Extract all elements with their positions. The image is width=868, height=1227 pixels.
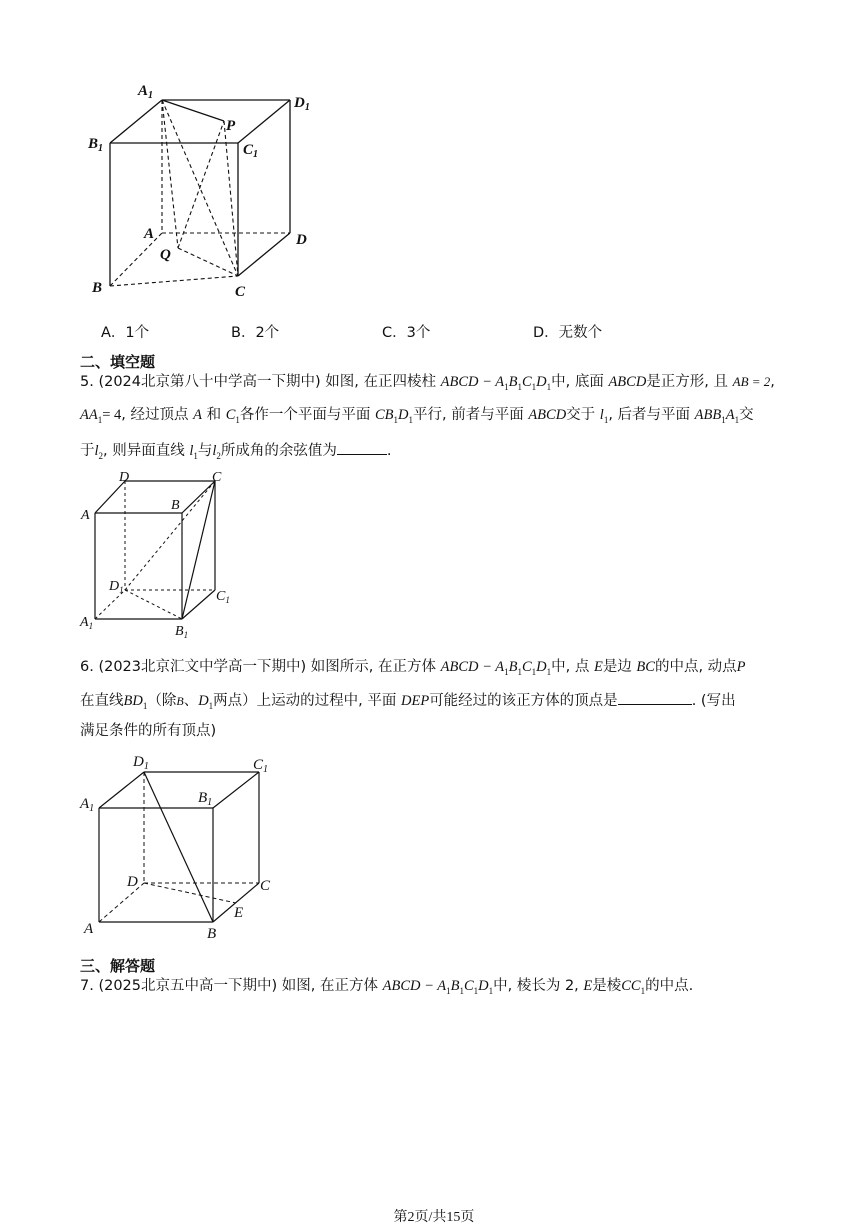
- label-C1: $C_1$: [216, 589, 230, 605]
- label-B1: $B_1$: [198, 790, 213, 808]
- label-B: B: [92, 280, 103, 296]
- label-E: E: [234, 905, 244, 921]
- figure-prism: [76, 468, 246, 643]
- q7-line-1: 7. (2025北京五中高一下期中) 如图, 在正方体 ABCD − $A_1B_1C_1D_1$中, 棱长为 2, E是棱$CC_1$的中点.: [80, 978, 694, 996]
- figure-cube-pq: [80, 78, 340, 303]
- page-footer: 第2页/共15页: [393, 1210, 475, 1225]
- answer-blank-q6[interactable]: [618, 690, 692, 705]
- section-title-fill-in: 二、填空题: [80, 353, 156, 371]
- label-D: D: [296, 232, 307, 248]
- q6-line-2: 在直线$BD_1$（除B、$D_1$两点）上运动的过程中, 平面 DEP可能经过的该正方体的顶点是 . (写出: [80, 690, 736, 716]
- option-b: B．2个: [231, 325, 280, 341]
- q5-line-3: 于$l_2$, 则异面直线 $l_1$与$l_2$所成角的余弦值为 .: [80, 440, 392, 466]
- label-B1: $B_1$: [175, 624, 189, 640]
- label-C1: $C_1$: [253, 757, 269, 775]
- label-B1: $B_1$: [88, 136, 104, 154]
- label-D: D: [127, 874, 138, 890]
- label-A: A: [81, 508, 90, 523]
- label-A: A: [144, 226, 155, 242]
- label-B: B: [207, 926, 217, 942]
- q5-line-2: $AA_1= 4$, 经过顶点 A 和 $C_1$各作一个平面与平面 $CB_1D_1$平行, 前者与平面 ABCD交于 $l_1$, 后者与平面 $ABB_1A_1$交: [80, 407, 754, 425]
- label-D1: $D_1$: [109, 579, 124, 595]
- q5-line-1: 5. (2024北京第八十中学高一下期中) 如图, 在正四棱柱 ABCD − $A_1B_1C_1D_1$中, 底面 ABCD是正方形, 且 AB = 2,: [80, 374, 775, 392]
- label-C1: $C_1$: [243, 142, 259, 160]
- label-A1: $A_1$: [80, 615, 94, 631]
- option-d: D．无数个: [533, 325, 603, 341]
- section-title-solutions: 三、解答题: [80, 957, 156, 975]
- label-C: C: [212, 470, 222, 485]
- figure-cube-e: [76, 750, 286, 945]
- label-D: D: [119, 470, 130, 485]
- q6-line-1: 6. (2023北京汇文中学高一下期中) 如图所示, 在正方体 ABCD − $A_1B_1C_1D_1$中, 点 E是边 BC的中点, 动点P: [80, 659, 746, 677]
- label-P: P: [226, 118, 236, 134]
- label-A1: $A_1$: [80, 796, 95, 814]
- option-c: C．3个: [382, 325, 431, 341]
- label-C: C: [260, 878, 271, 894]
- q6-line-3: 满足条件的所有顶点): [80, 723, 217, 739]
- label-C: C: [235, 284, 246, 300]
- label-B: B: [171, 498, 180, 513]
- label-D1: $D_1$: [133, 754, 149, 772]
- label-A1: $A_1$: [138, 83, 154, 101]
- label-D1: $D_1$: [294, 95, 310, 113]
- label-A: A: [84, 921, 94, 937]
- label-Q: Q: [160, 247, 171, 263]
- answer-blank-q5[interactable]: [337, 440, 387, 455]
- option-a: A．1个: [101, 325, 150, 341]
